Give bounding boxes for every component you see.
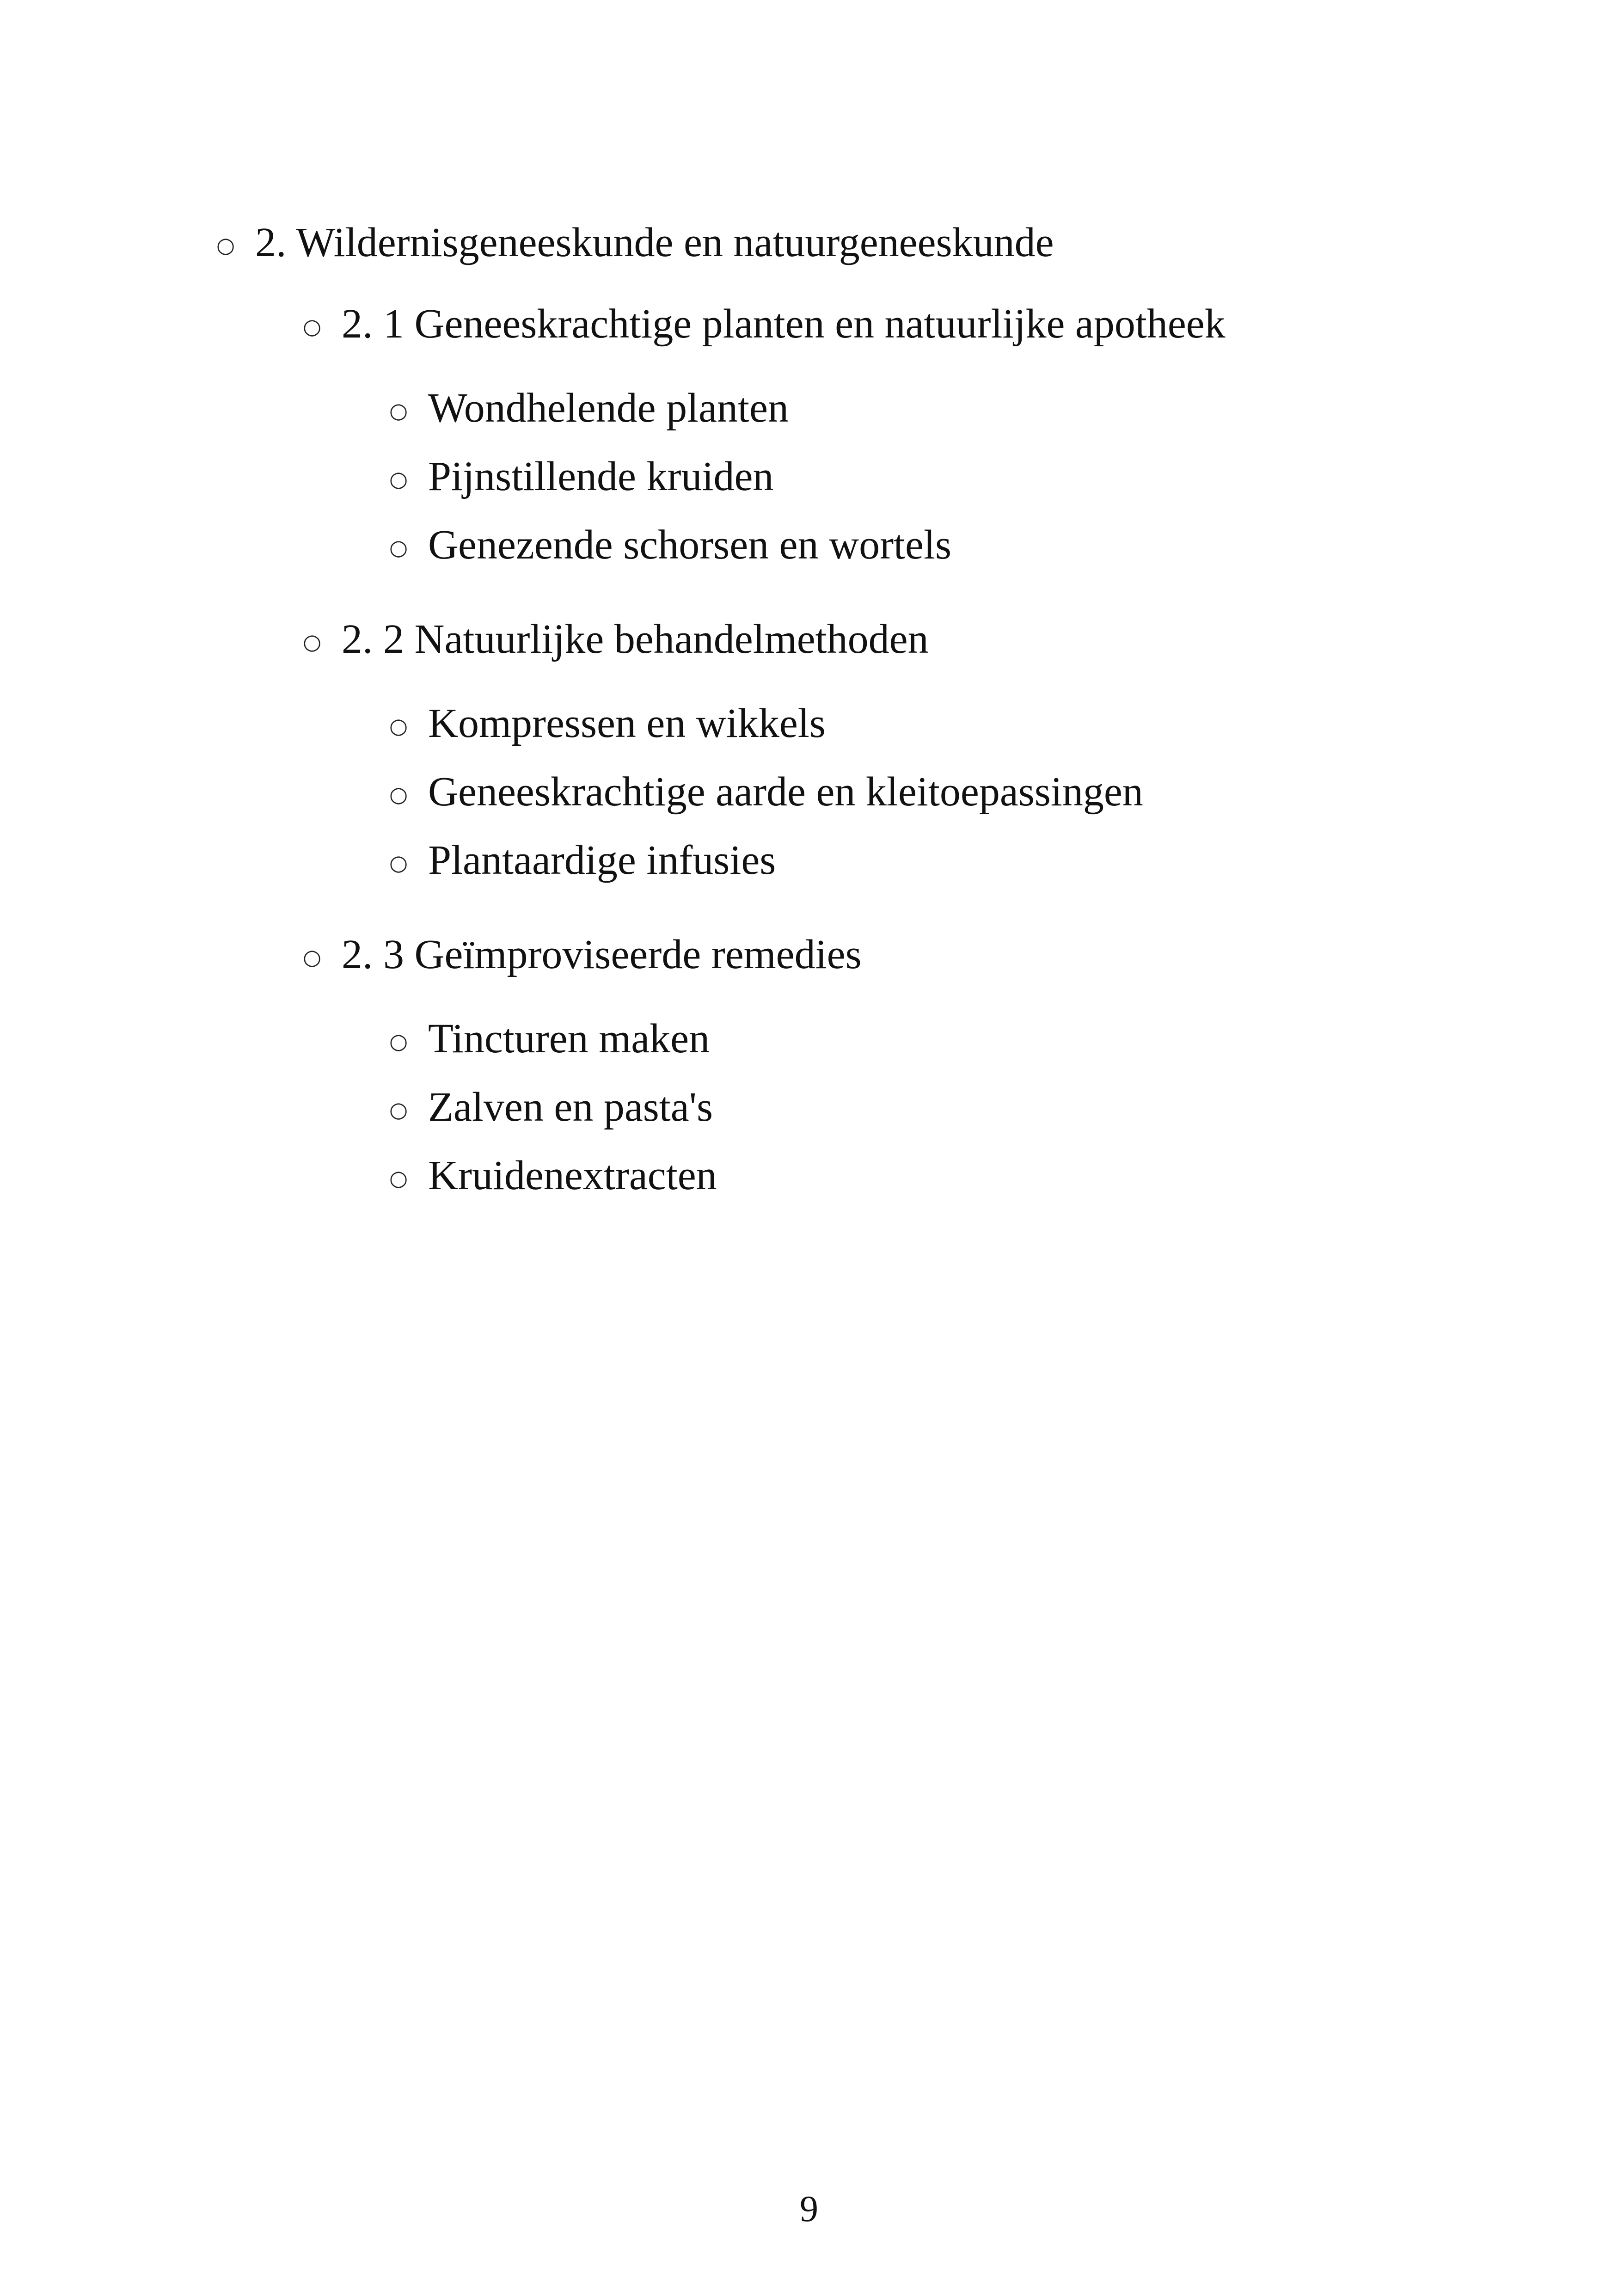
- section-title: [303, 616, 1465, 662]
- list-item-text: Pijnstillende kruiden: [428, 454, 774, 499]
- list-item: [389, 837, 1465, 883]
- section-title-text: 2. 3 Geïmproviseerde remedies: [342, 932, 862, 977]
- circle-bullet-icon: ○: [389, 1097, 408, 1122]
- circle-bullet-icon: ○: [389, 1029, 408, 1054]
- list-item-text: Tincturen maken: [428, 1016, 710, 1062]
- circle-bullet-icon: ○: [389, 713, 408, 738]
- section-title: [303, 303, 1465, 345]
- heading-text: 2. Wildernisgeneeskunde en natuurgeneeskunde: [255, 220, 1054, 265]
- section-title: [303, 934, 1465, 976]
- circle-bullet-icon: ○: [389, 1166, 408, 1191]
- list-item: [389, 771, 1465, 813]
- outline-list: [216, 222, 1465, 1197]
- list-item: [389, 456, 1465, 497]
- list-item-text: Kompressen en wikkels: [428, 700, 826, 746]
- list-item-text: Kruidenextracten: [428, 1153, 717, 1198]
- list-item-text: Geneeskrachtige aarde en kleitoepassingen: [428, 769, 1143, 815]
- circle-bullet-icon: ○: [389, 535, 408, 560]
- list-item: [389, 1018, 1465, 1060]
- circle-bullet-icon: ○: [389, 398, 408, 423]
- list-item: [389, 387, 1465, 429]
- list-item: [389, 524, 1465, 566]
- circle-bullet-icon: ○: [216, 233, 235, 258]
- list-item-text: Zalven en pasta's: [428, 1084, 713, 1130]
- section-title-text: 2. 2 Natuurlijke behandelmethoden: [342, 616, 929, 662]
- list-item-text: Plantaardige infusies: [428, 837, 776, 883]
- circle-bullet-icon: ○: [303, 314, 322, 339]
- list-item-text: Genezende schorsen en wortels: [428, 522, 952, 568]
- list-item: [389, 1155, 1465, 1197]
- page-number: 9: [800, 2189, 818, 2229]
- outline-heading: [216, 222, 1465, 264]
- circle-bullet-icon: ○: [303, 629, 322, 654]
- list-item: [389, 700, 1465, 746]
- circle-bullet-icon: ○: [303, 945, 322, 970]
- list-item-text: Wondhelende planten: [428, 385, 789, 431]
- circle-bullet-icon: ○: [389, 782, 408, 807]
- list-item: [389, 1084, 1465, 1130]
- section-title-text: 2. 1 Geneeskrachtige planten en natuurlijke apotheek: [342, 301, 1226, 347]
- circle-bullet-icon: ○: [389, 850, 408, 875]
- circle-bullet-icon: ○: [389, 467, 408, 491]
